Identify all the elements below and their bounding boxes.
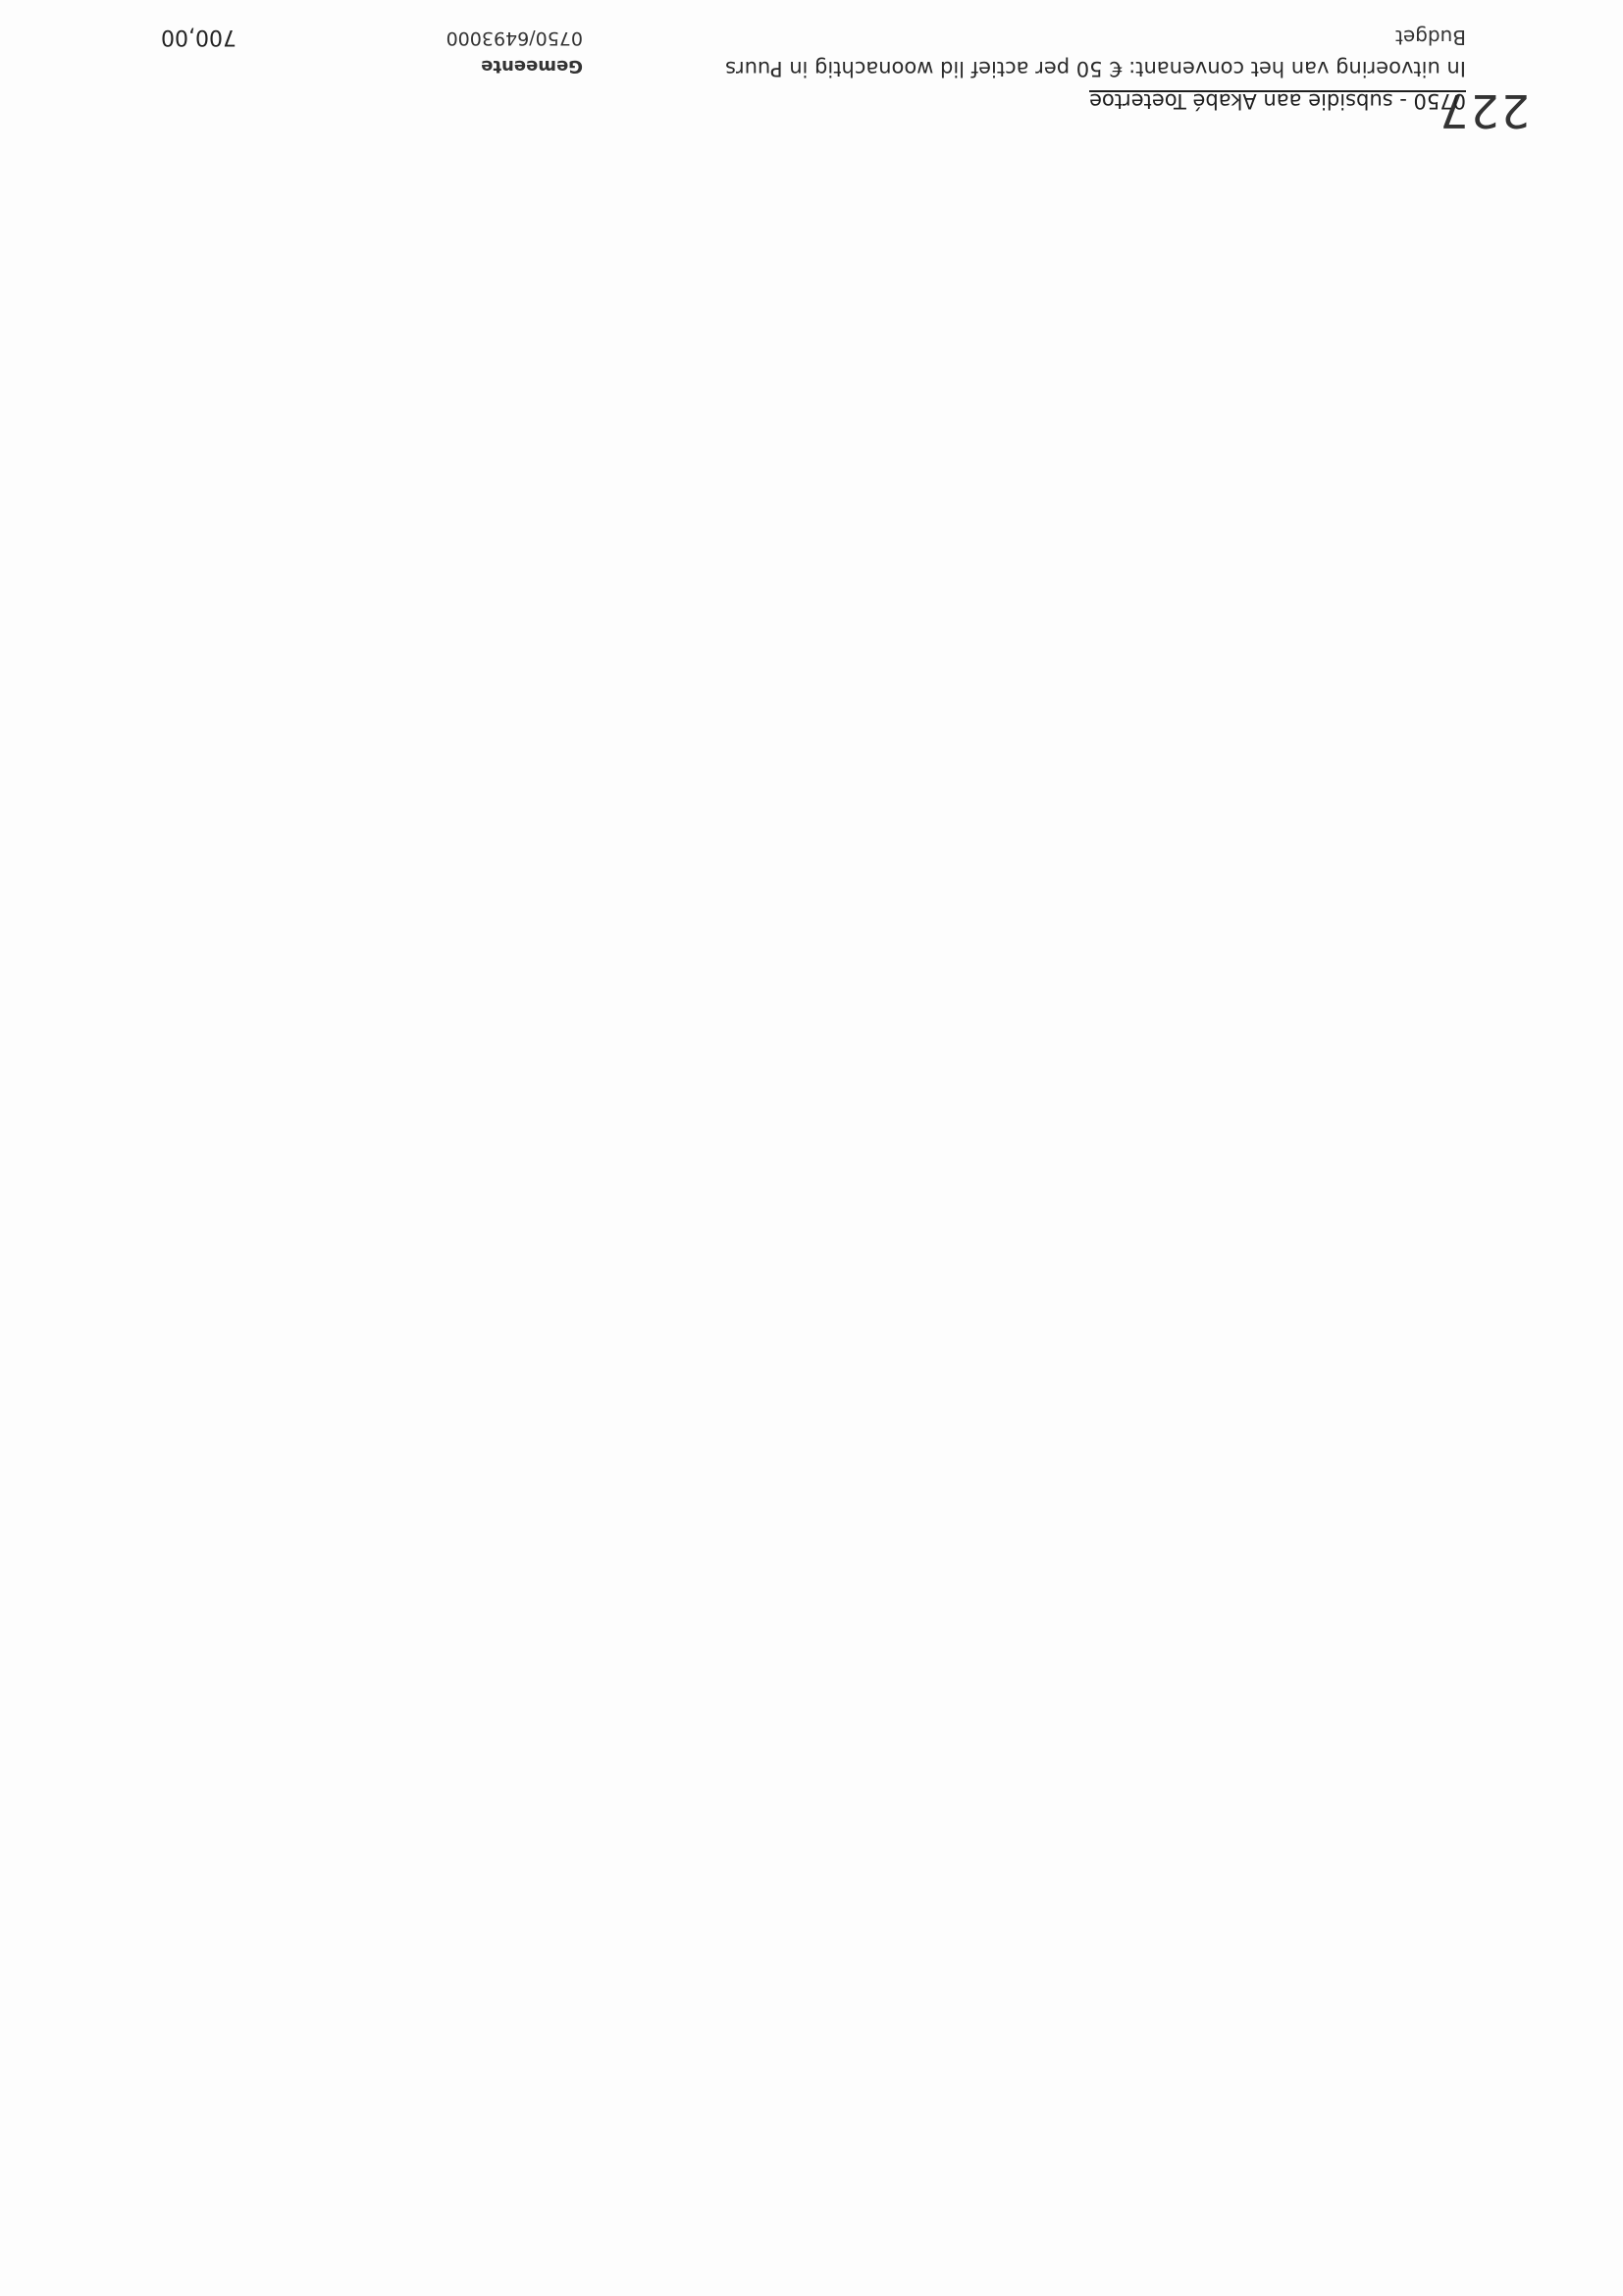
budget-code: 0750/6493000 (445, 27, 583, 49)
page-number: 227 (1438, 84, 1530, 137)
item-title: 0750 - subsidie aan Akabé Toetertoe (1089, 89, 1466, 113)
gemeente-label: Gemeente (481, 56, 583, 77)
budget-label: Budget (1395, 26, 1466, 49)
budget-amount: 700,00 (161, 25, 236, 49)
item-description: In uitvoering van het convenant: € 50 per actief lid woonachtig in Puurs (725, 57, 1466, 80)
